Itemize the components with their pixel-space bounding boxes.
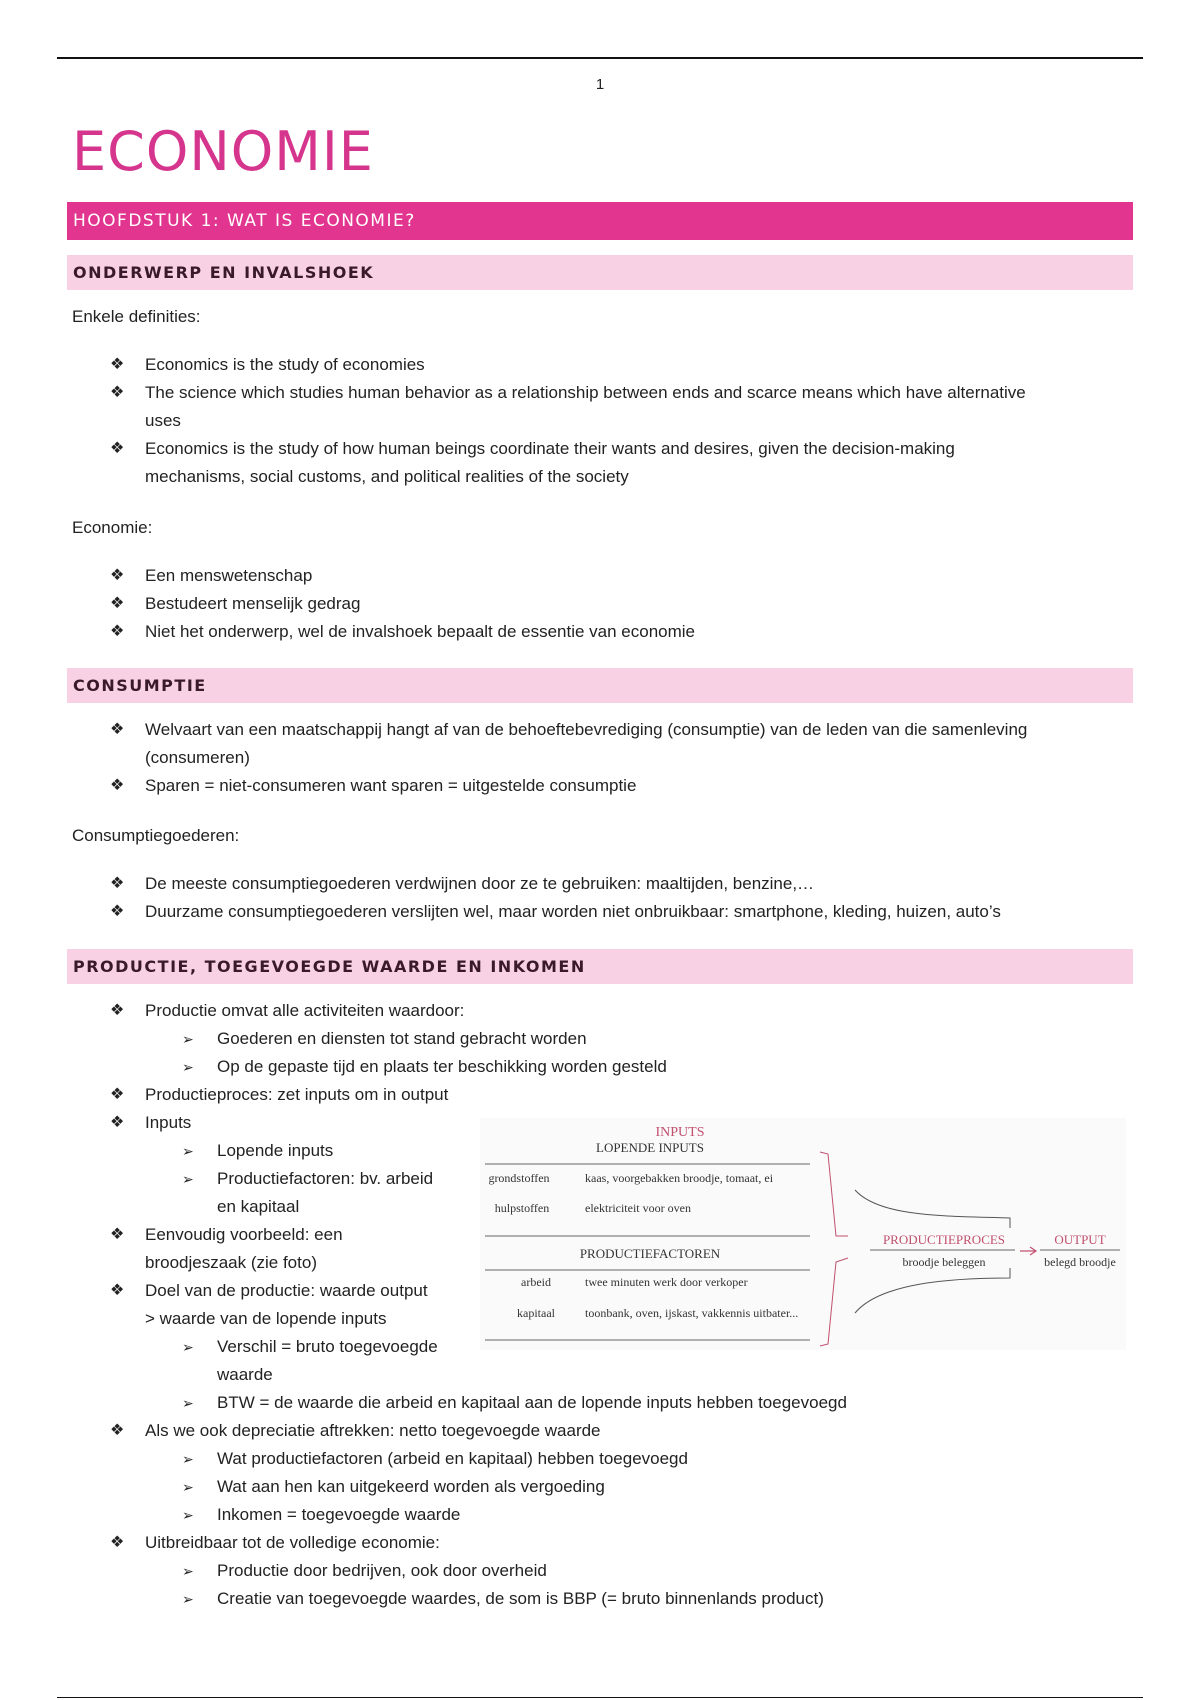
list-item: ➢ Productie door bedrijven, ook door overheid	[72, 1557, 1142, 1585]
list-item: ❖ Uitbreidbaar tot de volledige economie:	[72, 1529, 1142, 1557]
diamond-bullet-icon: ❖	[110, 875, 125, 892]
list-item: ❖ Als we ook depreciatie aftrekken: netto toegevoegde waarde	[72, 1417, 1142, 1445]
list-item: ❖ Een menswetenschap	[72, 562, 1142, 590]
bullet-list-consumptie	[72, 716, 1142, 800]
list-item: ❖ Duurzame consumptiegoederen verslijten wel, maar worden niet onbruikbaar: smartphone, kleding, huizen, auto’s	[72, 898, 1142, 926]
bullet-list-economie	[72, 562, 1142, 646]
bullet-list-definities	[72, 351, 1142, 491]
list-item: ❖ Economics is the study of economies	[72, 351, 1142, 379]
diamond-bullet-icon: ❖	[110, 567, 125, 584]
list-item: ❖ The science which studies human behavior as a relationship between ends and scarce means which have alternative	[72, 379, 1142, 407]
diagram-arrow-right-icon	[1020, 1247, 1036, 1255]
list-item: ➢ Inkomen = toegevoegde waarde	[72, 1501, 1142, 1529]
arrow-bullet-icon: ➢	[182, 1479, 194, 1495]
production-diagram-svg	[480, 1118, 1126, 1350]
paragraph-consumptiegoederen: Consumptiegoederen:	[72, 826, 240, 845]
diagram-curve-top	[855, 1190, 1010, 1228]
list-item-continuation: mechanisms, social customs, and political realities of the society	[145, 467, 629, 486]
list-item: ❖ Welvaart van een maatschappij hangt af van de behoeftebevrediging (consumptie) van de leden van die samenleving	[72, 716, 1142, 744]
list-item: ❖ Doel van de productie: waarde output	[72, 1277, 1142, 1305]
paragraph-economie: Economie:	[72, 518, 153, 537]
diagram-bracket-top	[820, 1152, 848, 1236]
diamond-bullet-icon: ❖	[110, 623, 125, 640]
list-item: ❖ Niet het onderwerp, wel de invalshoek bepaalt de essentie van economie	[72, 618, 1142, 646]
section-heading-onderwerp: ONDERWERP EN INVALSHOEK	[67, 255, 1133, 290]
diamond-bullet-icon: ❖	[110, 1002, 125, 1019]
diagram-productieproces-label: PRODUCTIEPROCES	[882, 1232, 1006, 1247]
bottom-rule	[57, 1697, 1143, 1698]
list-item: ❖ Sparen = niet-consumeren want sparen = uitgestelde consumptie	[72, 772, 1142, 800]
diagram-bracket-bottom	[820, 1258, 848, 1346]
list-item: ➢ BTW = de waarde die arbeid en kapitaal aan de lopende inputs hebben toegevoegd	[72, 1389, 1142, 1417]
section-heading-productie: PRODUCTIE, TOEGEVOEGDE WAARDE EN INKOMEN	[67, 949, 1133, 984]
list-item-continuation: waarde	[217, 1365, 273, 1384]
diagram-productiefactoren-label: PRODUCTIEFACTOREN	[579, 1246, 721, 1261]
chapter-heading: HOOFDSTUK 1: WAT IS ECONOMIE?	[67, 202, 1133, 240]
list-item-continuation: en kapitaal	[217, 1197, 300, 1216]
diagram-hulpstoffen-value: elektriciteit voor oven	[585, 1201, 691, 1215]
list-item: ❖ De meeste consumptiegoederen verdwijnen door ze te gebruiken: maaltijden, benzine,…	[72, 870, 1142, 898]
production-diagram	[480, 1118, 1126, 1350]
diagram-arbeid-label: arbeid	[521, 1275, 551, 1289]
diamond-bullet-icon: ❖	[110, 1226, 125, 1243]
diamond-bullet-icon: ❖	[110, 356, 125, 373]
diamond-bullet-icon: ❖	[110, 1282, 125, 1299]
diamond-bullet-icon: ❖	[110, 1422, 125, 1439]
list-item: ➢ Wat aan hen kan uitgekeerd worden als vergoeding	[72, 1473, 1142, 1501]
diamond-bullet-icon: ❖	[110, 1534, 125, 1551]
list-item: ➢ Op de gepaste tijd en plaats ter beschikking worden gesteld	[72, 1053, 1142, 1081]
top-rule	[57, 57, 1143, 59]
diamond-bullet-icon: ❖	[110, 440, 125, 457]
section-heading-consumptie: CONSUMPTIE	[67, 668, 1133, 703]
list-item-continuation: uses	[145, 411, 181, 430]
diagram-productieproces-sub: broodje beleggen	[902, 1255, 986, 1269]
diamond-bullet-icon: ❖	[110, 903, 125, 920]
diagram-kapitaal-value: toonbank, oven, ijskast, vakkennis uitbater...	[585, 1306, 799, 1320]
list-item: ➢ Creatie van toegevoegde waardes, de som is BBP (= bruto binnenlands product)	[72, 1585, 1142, 1613]
list-item-continuation: broodjeszaak (zie foto)	[145, 1253, 317, 1272]
diamond-bullet-icon: ❖	[110, 1086, 125, 1103]
diagram-grondstoffen-value: kaas, voorgebakken broodje, tomaat, ei	[585, 1171, 774, 1185]
list-item: ➢ Lopende inputs	[72, 1137, 1142, 1165]
document-title: ECONOMIE	[72, 120, 374, 183]
diagram-output-label: OUTPUT	[1054, 1232, 1106, 1247]
arrow-bullet-icon: ➢	[182, 1507, 194, 1523]
diagram-hulpstoffen-label: hulpstoffen	[494, 1201, 550, 1215]
diagram-grondstoffen-label: grondstoffen	[488, 1171, 550, 1185]
diamond-bullet-icon: ❖	[110, 1114, 125, 1131]
diamond-bullet-icon: ❖	[110, 384, 125, 401]
list-item: ❖ Productieproces: zet inputs om in output	[72, 1081, 1142, 1109]
list-item: ❖ Productie omvat alle activiteiten waardoor:	[72, 997, 1142, 1025]
list-item-continuation: (consumeren)	[145, 748, 250, 767]
diagram-output-sub: belegd broodje	[1044, 1255, 1116, 1269]
list-item: ➢ Goederen en diensten tot stand gebracht worden	[72, 1025, 1142, 1053]
list-item: ❖ Economics is the study of how human beings coordinate their wants and desires, given the decision-making	[72, 435, 1142, 463]
list-item: ❖ Inputs	[72, 1109, 1142, 1137]
list-item: ➢ Productiefactoren: bv. arbeid	[72, 1165, 1142, 1193]
list-item-continuation: > waarde van de lopende inputs	[145, 1309, 387, 1328]
diagram-inputs-label: INPUTS	[655, 1125, 705, 1140]
list-item: ➢ Verschil = bruto toegevoegde	[72, 1333, 1142, 1361]
arrow-bullet-icon: ➢	[182, 1339, 194, 1355]
diamond-bullet-icon: ❖	[110, 777, 125, 794]
arrow-bullet-icon: ➢	[182, 1563, 194, 1579]
list-item: ➢ Wat productiefactoren (arbeid en kapitaal) hebben toegevoegd	[72, 1445, 1142, 1473]
arrow-bullet-icon: ➢	[182, 1171, 194, 1187]
paragraph-definities: Enkele definities:	[72, 307, 201, 326]
list-item: ❖ Bestudeert menselijk gedrag	[72, 590, 1142, 618]
arrow-bullet-icon: ➢	[182, 1059, 194, 1075]
diagram-kapitaal-label: kapitaal	[517, 1306, 555, 1320]
diagram-arbeid-value: twee minuten werk door verkoper	[585, 1275, 748, 1289]
arrow-bullet-icon: ➢	[182, 1143, 194, 1159]
page-number: 1	[595, 76, 605, 93]
list-item: ❖ Eenvoudig voorbeeld: een	[72, 1221, 1142, 1249]
arrow-bullet-icon: ➢	[182, 1451, 194, 1467]
arrow-bullet-icon: ➢	[182, 1395, 194, 1411]
arrow-bullet-icon: ➢	[182, 1591, 194, 1607]
bullet-list-consumptiegoederen	[72, 870, 1142, 926]
diagram-curve-bottom	[855, 1268, 1010, 1313]
diamond-bullet-icon: ❖	[110, 595, 125, 612]
arrow-bullet-icon: ➢	[182, 1031, 194, 1047]
diamond-bullet-icon: ❖	[110, 721, 125, 738]
diagram-lopende-inputs-label: LOPENDE INPUTS	[596, 1140, 704, 1155]
